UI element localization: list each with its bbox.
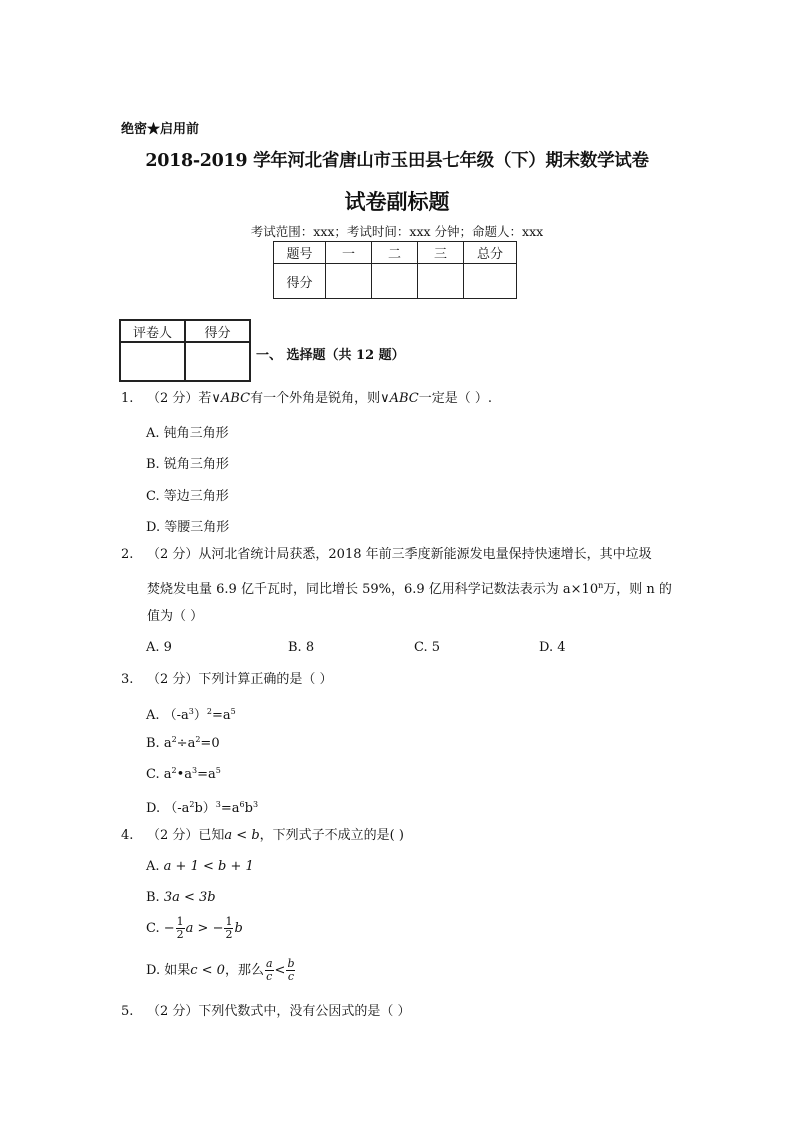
confidential-label: 绝密★启用前: [121, 122, 200, 137]
exponent: n: [598, 581, 604, 590]
exponent: 5: [230, 707, 236, 716]
option-b[interactable]: [146, 890, 216, 905]
triangle-symbol: ∨ABC: [211, 391, 251, 406]
expr-part: =a: [197, 767, 216, 782]
score-cell[interactable]: [326, 264, 372, 299]
question-number: 5.: [121, 1004, 134, 1019]
exponent: 3: [252, 800, 259, 809]
exponent: 3: [192, 766, 198, 775]
fraction: [176, 916, 185, 941]
grader-table: [119, 319, 251, 382]
expr-part: <: [274, 963, 286, 978]
score-header-3: 三: [418, 242, 464, 264]
option-label: C.: [146, 921, 160, 936]
fraction-denominator: c: [287, 970, 295, 983]
section-title: 一、 选择题（共 12 题）: [256, 348, 405, 363]
grader-score-header: 得分: [185, 320, 250, 342]
expr-part: •a: [176, 767, 193, 782]
option-a[interactable]: A. 9: [146, 640, 172, 655]
expr-part: c < 0: [190, 963, 225, 978]
fraction: [265, 958, 274, 983]
fraction: [224, 916, 233, 941]
option-c[interactable]: [146, 766, 221, 782]
fraction-denominator: c: [266, 970, 273, 983]
grader-header: 评卷人: [120, 320, 185, 342]
grader-score-cell[interactable]: [185, 342, 250, 381]
question-text: （2 分）若: [147, 391, 212, 406]
exponent: 3: [188, 707, 194, 716]
fraction-numerator: 1: [225, 915, 233, 928]
expr-part: b）: [194, 801, 216, 816]
expr-part: b: [234, 921, 243, 936]
exponent: 5: [215, 766, 221, 775]
option-label: A.: [146, 859, 160, 874]
expr-part: ，那么: [224, 963, 264, 978]
question-text: 一定是（ ）.: [418, 391, 492, 406]
expr-part: A. （-a: [146, 708, 189, 723]
option-b[interactable]: B. 锐角三角形: [146, 457, 229, 472]
score-row-label: 得分: [274, 264, 326, 299]
option-c[interactable]: C. 等边三角形: [146, 489, 229, 504]
score-header-2: 二: [372, 242, 418, 264]
exponent: 2: [206, 707, 212, 716]
question-number: 3.: [121, 672, 134, 687]
question-number: 4.: [121, 828, 134, 843]
expr-part: a > −: [185, 921, 224, 936]
question-text: （2 分）下列代数式中，没有公因式的是（ ）: [147, 1004, 411, 1019]
question-text: （2 分）从河北省统计局获悉，2018 年前三季度新能源发电量保持快速增长，其中垃圾: [147, 547, 652, 562]
expr-part: C. a: [146, 767, 172, 782]
question-text: （2 分）下列计算正确的是（ ）: [147, 672, 333, 687]
score-cell[interactable]: [372, 264, 418, 299]
question-number: 2.: [121, 547, 134, 562]
option-label: B.: [146, 890, 160, 905]
question-number: 1.: [121, 391, 134, 406]
option-b[interactable]: [146, 735, 220, 751]
expr-part: −: [163, 921, 175, 936]
exponent: 2: [171, 766, 177, 775]
question-text: 有一个外角是锐角，则: [250, 391, 381, 406]
fraction-numerator: 1: [176, 915, 184, 928]
expr-part: ÷a: [176, 736, 196, 751]
condition-expr: a < b: [224, 828, 260, 843]
exponent: 2: [171, 735, 177, 744]
option-d[interactable]: D. 等腰三角形: [146, 520, 230, 535]
score-cell[interactable]: [464, 264, 517, 299]
question-text: 焚烧发电量 6.9 亿千瓦时，同比增长 59%，6.9 亿用科学记数法表示为 a×10: [147, 582, 599, 597]
fraction-numerator: a: [265, 957, 273, 970]
question-2: [121, 547, 652, 563]
expr-part: b: [244, 801, 253, 816]
expr-part: =a: [212, 708, 231, 723]
exponent: 3: [215, 800, 221, 809]
option-c[interactable]: [146, 916, 243, 941]
question-5: [121, 1004, 411, 1020]
fraction-numerator: b: [287, 957, 295, 970]
question-3: [121, 672, 333, 688]
expr-part: ）: [193, 708, 207, 723]
option-b[interactable]: B. 8: [288, 640, 315, 655]
option-d[interactable]: D. 4: [539, 640, 566, 655]
exam-subtitle: 试卷副标题: [344, 189, 450, 214]
grader-cell[interactable]: [120, 342, 185, 381]
score-cell[interactable]: [418, 264, 464, 299]
question-text: 万，则 n 的: [603, 582, 672, 597]
question-1: [121, 391, 492, 407]
expr-part: a + 1 < b + 1: [163, 859, 254, 874]
option-d[interactable]: [146, 797, 258, 816]
expr-part: 3a < 3b: [163, 890, 216, 905]
fraction-denominator: 2: [176, 928, 184, 941]
expr-part: =a: [220, 801, 240, 816]
exponent: 2: [189, 800, 195, 809]
exponent: 6: [239, 800, 245, 809]
fraction-denominator: 2: [225, 928, 233, 941]
option-label: D. 如果: [146, 963, 191, 978]
exponent: 2: [195, 735, 201, 744]
option-a[interactable]: A. 钝角三角形: [146, 426, 229, 441]
expr-part: =0: [200, 736, 220, 751]
question-text: ，下列式子不成立的是( ): [259, 828, 404, 843]
triangle-symbol: ∨ABC: [380, 391, 419, 406]
option-c[interactable]: C. 5: [414, 640, 441, 655]
option-a[interactable]: [146, 859, 254, 874]
expr-part: D. （-a: [146, 801, 190, 816]
option-d[interactable]: [146, 958, 296, 983]
exam-title: 2018-2019 学年河北省唐山市玉田县七年级（下）期末数学试卷: [145, 151, 649, 171]
question-text: （2 分）已知: [147, 828, 225, 843]
score-header-question: 题号: [274, 242, 326, 264]
fraction: [286, 958, 295, 983]
score-header-1: 一: [326, 242, 372, 264]
score-header-total: 总分: [464, 242, 517, 264]
score-table: [273, 241, 517, 299]
question-2-line-3: 值为（ ）: [147, 609, 204, 624]
exam-meta: 考试范围：xxx；考试时间：xxx 分钟；命题人：xxx: [250, 224, 544, 239]
option-a[interactable]: [146, 704, 236, 723]
question-2-line-2: [147, 578, 672, 598]
question-4: [121, 828, 404, 844]
expr-part: B. a: [146, 736, 172, 751]
